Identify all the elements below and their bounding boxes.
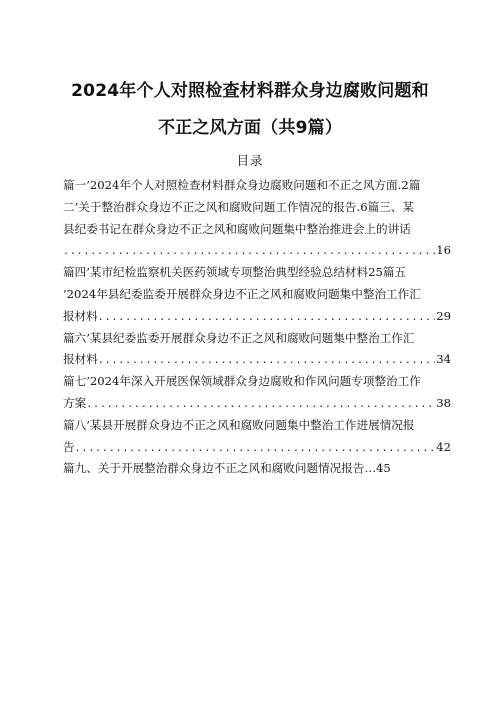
toc-page-number: 16 [436, 243, 451, 258]
toc-line-4[interactable] [63, 240, 451, 262]
toc-line-13[interactable] [63, 437, 451, 459]
toc-line-6[interactable]: ’2024年县纪委监委开展群众身边不正之风和腐败问题集中整治工作汇 [63, 286, 421, 301]
toc-line-9[interactable] [63, 349, 451, 371]
toc-page-number: 34 [436, 352, 451, 367]
toc-page-number: 42 [436, 439, 451, 454]
toc-page-number: 29 [436, 308, 451, 323]
toc-page-number: 38 [436, 395, 451, 410]
doc-title-line-1: 2024年个人对照检查材料群众身边腐败问题和 [71, 81, 429, 101]
toc-line-7[interactable] [63, 306, 451, 328]
toc-line-10[interactable]: 篇七’2024年深入开展医保领域群众身边腐败和作风问题专项整治工作 [63, 374, 421, 389]
toc-heading: 目录 [236, 153, 264, 168]
dot-leader [98, 307, 435, 329]
table-of-contents [63, 175, 451, 480]
dot-leader [98, 350, 435, 372]
toc-line-14[interactable]: 篇九、关于开展整治群众身边不正之风和腐败问题情况报告…45 [63, 461, 391, 476]
dot-leader [75, 438, 436, 460]
toc-entry-text: 报材料 [63, 308, 98, 323]
dot-leader [63, 241, 435, 263]
toc-line-11[interactable] [63, 393, 451, 415]
toc-line-12[interactable]: 篇八’某县开展群众身边不正之风和腐败问题集中整治工作进展情况报 [63, 417, 415, 432]
toc-entry-text: 报材料 [63, 352, 98, 367]
doc-title-line-2: 不正之风方面（共9篇） [157, 118, 343, 138]
toc-entry-text: 告 [63, 439, 75, 454]
toc-line-5[interactable]: 篇四’某市纪检监察机关医药领域专项整治典型经验总结材料25篇五 [63, 265, 407, 280]
toc-line-2[interactable]: 二’关于整治群众身边不正之风和腐败问题工作情况的报告.6篇三、某 [63, 199, 414, 214]
toc-line-1[interactable]: 篇一’2024年个人对照检查材料群众身边腐败问题和不正之风方面.2篇 [63, 178, 421, 192]
toc-line-8[interactable]: 篇六’某县纪委监委开展群众身边不正之风和腐败问题集中整治工作汇 [63, 330, 415, 345]
dot-leader [86, 394, 435, 416]
toc-line-3[interactable]: 县纪委书记在群众身边不正之风和腐败问题集中整治推进会上的讲话 [63, 221, 411, 236]
toc-entry-text: 方案 [63, 395, 87, 410]
